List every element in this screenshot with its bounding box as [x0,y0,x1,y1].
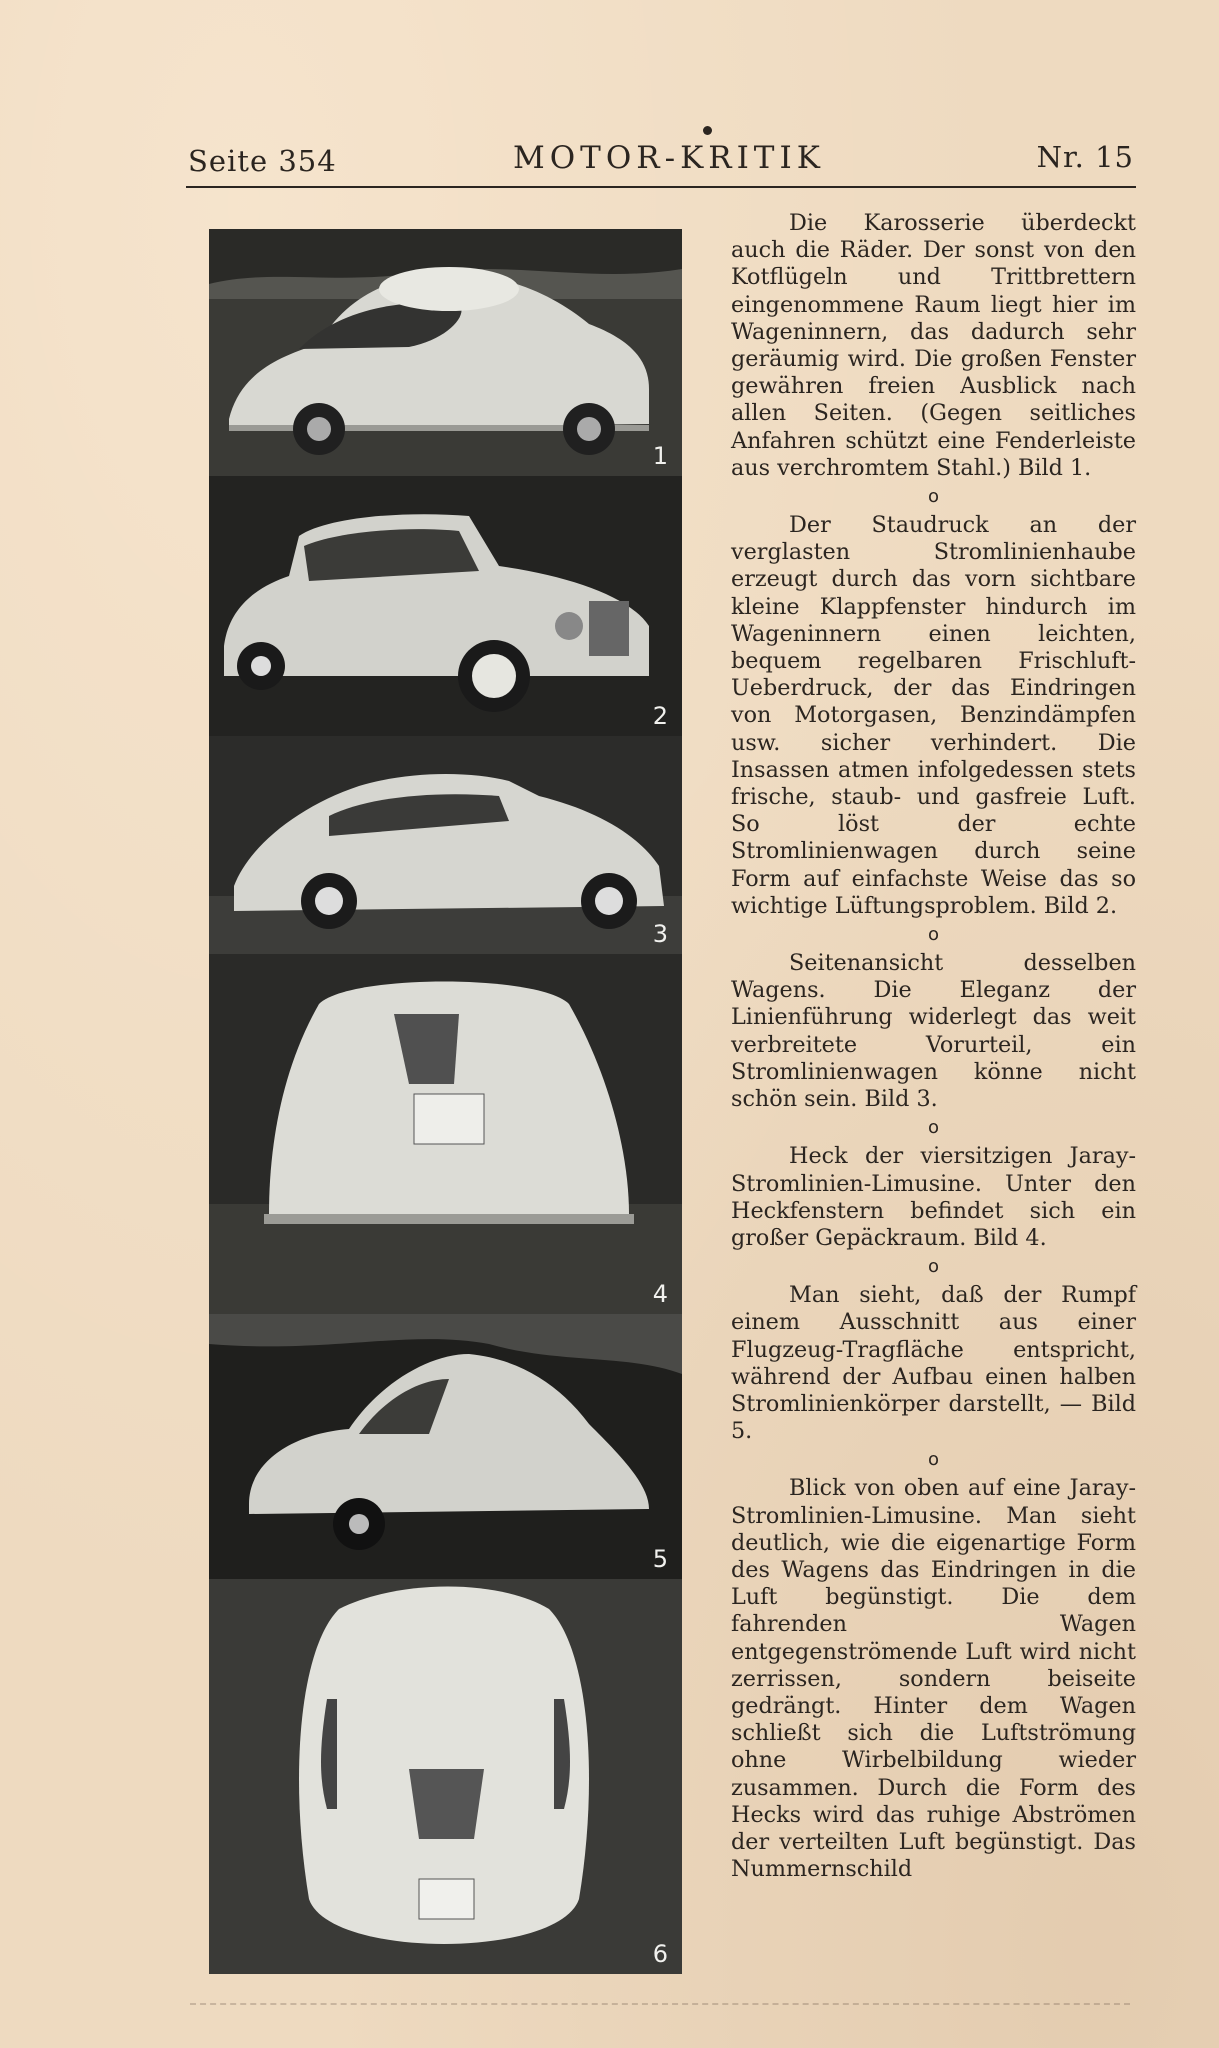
photo-number-5: 5 [652,1545,668,1573]
separator-3: o [927,1117,939,1139]
caption-5: Man sieht, daß der Rumpf einem Ausschnitt aus einer Flugzeug-Tragfläche entspricht, während der Aufbau einen halben Stromlinienkörper darstellt, — Bild 5. [731,1282,1136,1445]
car-rear-view-illustration [209,954,682,1314]
caption-4: Heck der viersitzigen Jaray-Stromlinien-Limusine. Unter den Heckfenstern befindet sich ein großer Gepäckraum. Bild 4. [731,1143,1136,1251]
caption-1: Die Karosserie überdeckt auch die Räder. Der sonst von den Kotflügeln und Trittbrettern eingenommene Raum liegt hier im Wageninnern, das dadurch sehr geräumig wird. Die großen Fenster gewähren freien Ausblick nach allen Seiten. (Gegen seitliches Anfahren schützt eine Fenderleiste aus verchromtem Stahl.) Bild 1. [731,210,1136,481]
photo-number-3: 3 [652,920,668,948]
caption-2: Der Staudruck an der verglasten Stromlinienhaube erzeugt durch das vorn sichtbare kleine Klappfenster hindurch im Wageninnern einen leichten, bequem regelbaren Frischluft-Ueberdruck, der das Eindringen von Motorgasen, Benzindämpfen usw. sicher verhindert. Die Insassen atmen infolgedessen stets frische, staub- und gasfreie Luft. So löst der echte Stromlinienwagen durch seine Form auf einfachste Weise das so wichtige Lüftungsproblem. Bild 2. [731,512,1136,919]
separator-5: o [927,1449,939,1471]
car-side-view-illustration [209,736,682,954]
page-number: Seite 354 [188,144,337,178]
page-header [188,134,1134,188]
photo-1 [209,229,682,476]
car-side-streamlined-illustration [209,229,682,476]
separator-2: o [927,924,939,946]
header-dot [703,126,712,135]
magazine-title: MOTOR-KRITIK [513,140,825,176]
photo-number-2: 2 [652,702,668,730]
photo-column [209,229,682,1974]
photo-2 [209,476,682,736]
separator-4: o [927,1256,939,1278]
photo-4 [209,954,682,1314]
car-rear-three-quarter-illustration [209,1314,682,1579]
article-text [731,210,1136,1883]
photo-5 [209,1314,682,1579]
caption-6: Blick von oben auf eine Jaray-Stromlinien-Limusine. Man sieht deutlich, wie die eigenartige Form des Wagens das Eindringen in die Luft begünstigt. Die dem fahrenden Wagen entgegenströmende Luft wird nicht zerrissen, sondern beiseite gedrängt. Hinter dem Wagen schließt sich die Luftströmung ohne Wirbelbildung wieder zusammen. Durch die Form des Hecks wird das ruhige Abströmen der verteilten Luft begünstigt. Das Nummernschild [731,1475,1136,1883]
photo-number-1: 1 [652,442,668,470]
photo-number-6: 6 [652,1940,668,1968]
issue-number: Nr. 15 [1036,140,1134,174]
photo-3 [209,736,682,954]
photo-number-4: 4 [652,1280,668,1308]
header-rule [186,186,1136,188]
car-front-three-quarter-illustration [209,476,682,736]
photo-6 [209,1579,682,1974]
caption-3: Seitenansicht desselben Wagens. Die Eleganz der Linienführung widerlegt das weit verbreitete Vorurteil, ein Stromlinienwagen könne nicht schön sein. Bild 3. [731,950,1136,1113]
bottom-edge-marks [190,2003,1130,2008]
car-top-view-illustration [209,1579,682,1974]
separator-1: o [927,486,939,508]
